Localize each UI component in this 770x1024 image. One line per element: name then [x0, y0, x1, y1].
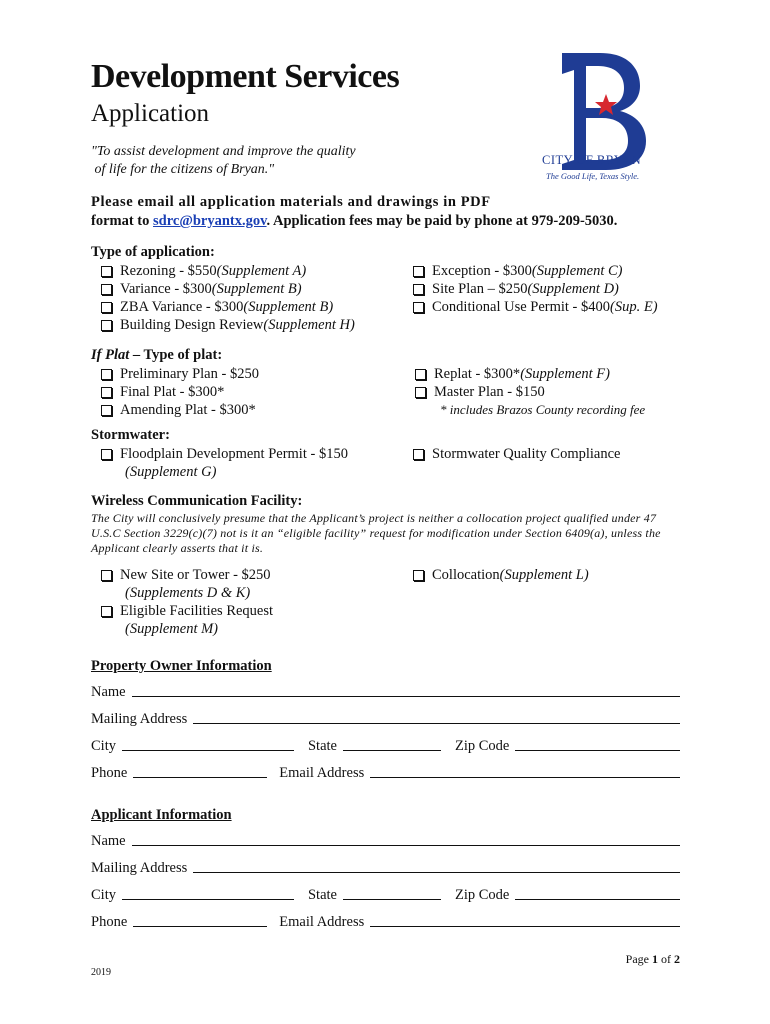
owner-email-label: Email Address — [279, 765, 365, 781]
applicant-phone-row — [91, 911, 680, 931]
checkbox-icon[interactable] — [101, 284, 112, 295]
logo-tagline: The Good Life, Texas Style. — [546, 171, 640, 181]
applicant-state-field[interactable] — [343, 899, 441, 900]
application-type-left-column — [101, 262, 355, 334]
option-supplement: (Supplement G) — [125, 464, 217, 480]
stormwater-right-column — [413, 445, 620, 463]
option-supplement: (Supplement M) — [125, 621, 219, 637]
footer-year: 2019 — [91, 967, 111, 978]
page-current: 1 — [652, 952, 658, 966]
mission-quote — [91, 143, 356, 179]
instructions-line-2 — [91, 212, 681, 231]
option-supplement: (Supplement L) — [499, 567, 589, 583]
option-supplement: (Sup. E) — [610, 299, 658, 315]
owner-name-label: Name — [91, 684, 126, 700]
option-label: Variance - $300 — [120, 281, 212, 297]
applicant-mailing-row — [91, 857, 680, 877]
option-label: Conditional Use Permit - $400 — [432, 299, 611, 315]
plat-left-column — [101, 365, 259, 419]
applicant-email-field[interactable] — [370, 926, 680, 927]
owner-mailing-field[interactable] — [193, 723, 680, 724]
option-supplement: (Supplement B) — [243, 299, 334, 315]
city-of-bryan-text: CITY OF BRYAN — [542, 153, 642, 167]
stormwater-heading: Stormwater: — [91, 427, 170, 443]
applicant-name-row — [91, 830, 680, 850]
option-supplement: (Supplement F) — [520, 366, 610, 382]
owner-phone-field[interactable] — [133, 777, 267, 778]
quote-line-2: of life for the citizens of Bryan." — [91, 162, 275, 177]
option-building-design-review[interactable] — [101, 316, 355, 334]
checkbox-icon[interactable] — [413, 570, 424, 581]
option-label: Building Design Review — [120, 317, 264, 333]
option-preliminary-plan[interactable] — [101, 365, 259, 383]
applicant-zip-field[interactable] — [515, 899, 680, 900]
checkbox-icon[interactable] — [101, 449, 112, 460]
owner-city-field[interactable] — [122, 750, 294, 751]
submission-instructions — [91, 193, 681, 231]
instructions-prefix: format to — [91, 213, 154, 229]
plat-heading-italic: If Plat — [91, 347, 130, 363]
owner-zip-field[interactable] — [515, 750, 680, 751]
option-label: Master Plan - $150 — [434, 384, 545, 400]
owner-email-field[interactable] — [370, 777, 680, 778]
owner-phone-row — [91, 762, 680, 782]
option-collocation[interactable] — [413, 566, 589, 584]
page-subtitle: Application — [91, 100, 210, 127]
option-supplement: (Supplement D) — [527, 281, 619, 297]
option-master-plan[interactable] — [415, 383, 645, 401]
applicant-mailing-field[interactable] — [193, 872, 680, 873]
applicant-phone-label: Phone — [91, 914, 128, 930]
option-label: New Site or Tower - $250 — [120, 567, 271, 583]
option-amending-plat[interactable] — [101, 401, 259, 419]
owner-phone-label: Phone — [91, 765, 128, 781]
page-of: of — [658, 952, 674, 966]
type-of-application-heading: Type of application: — [91, 244, 215, 260]
option-label: ZBA Variance - $300 — [120, 299, 244, 315]
checkbox-icon[interactable] — [415, 369, 426, 380]
checkbox-icon[interactable] — [101, 302, 112, 313]
owner-mailing-label: Mailing Address — [91, 711, 188, 727]
email-link[interactable]: sdrc@bryantx.gov — [153, 213, 267, 229]
option-conditional-use-permit[interactable] — [413, 298, 658, 316]
option-final-plat[interactable] — [101, 383, 259, 401]
owner-city-row — [91, 735, 680, 755]
checkbox-icon[interactable] — [413, 284, 424, 295]
checkbox-icon[interactable] — [101, 320, 112, 331]
option-site-plan[interactable] — [413, 280, 658, 298]
applicant-heading: Applicant Information — [91, 807, 232, 823]
stormwater-left-column — [101, 445, 348, 481]
applicant-email-label: Email Address — [279, 914, 365, 930]
checkbox-icon[interactable] — [415, 387, 426, 398]
owner-name-row — [91, 681, 680, 701]
quote-line-1: "To assist development and improve the quality — [91, 144, 356, 159]
plat-heading — [91, 347, 222, 364]
wireless-left-column — [101, 566, 273, 638]
applicant-zip-label: Zip Code — [454, 887, 510, 903]
checkbox-icon[interactable] — [101, 387, 112, 398]
option-label: Stormwater Quality Compliance — [432, 446, 621, 462]
option-supplement: (Supplement C) — [531, 263, 623, 279]
option-eligible-facilities[interactable] — [101, 602, 273, 620]
option-label: Amending Plat - $300* — [120, 402, 256, 418]
application-type-right-column — [413, 262, 658, 316]
option-label: Final Plat - $300* — [120, 384, 225, 400]
applicant-name-label: Name — [91, 833, 126, 849]
applicant-city-field[interactable] — [122, 899, 294, 900]
owner-city-label: City — [91, 738, 116, 754]
checkbox-icon[interactable] — [101, 369, 112, 380]
option-label: Replat - $300* — [434, 366, 521, 382]
checkbox-icon[interactable] — [413, 302, 424, 313]
option-supplement: (Supplements D & K) — [125, 585, 251, 601]
instructions-line-1: Please email all application materials and drawings in PDF — [91, 194, 491, 210]
option-label: Exception - $300 — [432, 263, 532, 279]
option-stormwater-quality[interactable] — [413, 445, 620, 463]
plat-heading-rest: – Type of plat: — [129, 347, 223, 363]
page-title: Development Services — [91, 58, 400, 95]
property-owner-heading: Property Owner Information — [91, 658, 272, 674]
plat-right-column — [415, 365, 645, 419]
applicant-name-field[interactable] — [132, 845, 680, 846]
owner-mailing-row — [91, 708, 680, 728]
checkbox-icon[interactable] — [101, 266, 112, 277]
option-new-site-tower[interactable] — [101, 566, 273, 584]
page-prefix: Page — [625, 952, 652, 966]
option-supplement: (Supplement B) — [211, 281, 302, 297]
applicant-city-label: City — [91, 887, 116, 903]
wireless-heading: Wireless Communication Facility: — [91, 493, 303, 509]
wireless-right-column — [413, 566, 589, 584]
option-label: Rezoning - $550 — [120, 263, 217, 279]
owner-state-field[interactable] — [343, 750, 441, 751]
option-label: Floodplain Development Permit - $150 — [120, 446, 348, 462]
applicant-mailing-label: Mailing Address — [91, 860, 188, 876]
owner-state-label: State — [307, 738, 337, 754]
option-label: Eligible Facilities Request — [120, 603, 274, 619]
option-variance[interactable] — [101, 280, 355, 298]
option-supplement: (Supplement A) — [216, 263, 307, 279]
owner-zip-label: Zip Code — [454, 738, 510, 754]
recording-fee-note: * includes Brazos County recording fee — [440, 402, 646, 417]
checkbox-icon[interactable] — [101, 570, 112, 581]
checkbox-icon[interactable] — [101, 405, 112, 416]
option-label: Collocation — [432, 567, 500, 583]
option-exception[interactable] — [413, 262, 658, 280]
city-of-bryan-logo — [540, 48, 660, 183]
option-zba-variance[interactable] — [101, 298, 355, 316]
checkbox-icon[interactable] — [101, 606, 112, 617]
checkbox-icon[interactable] — [413, 266, 424, 277]
applicant-phone-field[interactable] — [133, 926, 267, 927]
checkbox-icon[interactable] — [413, 449, 424, 460]
option-label: Preliminary Plan - $250 — [120, 366, 259, 382]
option-rezoning[interactable] — [101, 262, 355, 280]
owner-name-field[interactable] — [132, 696, 680, 697]
instructions-suffix: . Application fees may be paid by phone at 979-209-5030. — [266, 213, 618, 229]
option-replat[interactable] — [415, 365, 645, 383]
applicant-state-label: State — [307, 887, 337, 903]
wireless-disclaimer: The City will conclusively presume that the Applicant’s project is neither a collocation project qualified under 47 U.S.C Section 3229(c)(7) not is it an “eligible facility” request for modification under Section 6409(a), unless the Applicant clearly asserts that it is. — [91, 511, 661, 555]
applicant-city-row — [91, 884, 680, 904]
option-supplement: (Supplement H) — [263, 317, 355, 333]
page-total: 2 — [674, 952, 680, 966]
page-number — [626, 952, 680, 967]
option-label: Site Plan – $250 — [432, 281, 528, 297]
option-floodplain-permit[interactable] — [101, 445, 348, 463]
